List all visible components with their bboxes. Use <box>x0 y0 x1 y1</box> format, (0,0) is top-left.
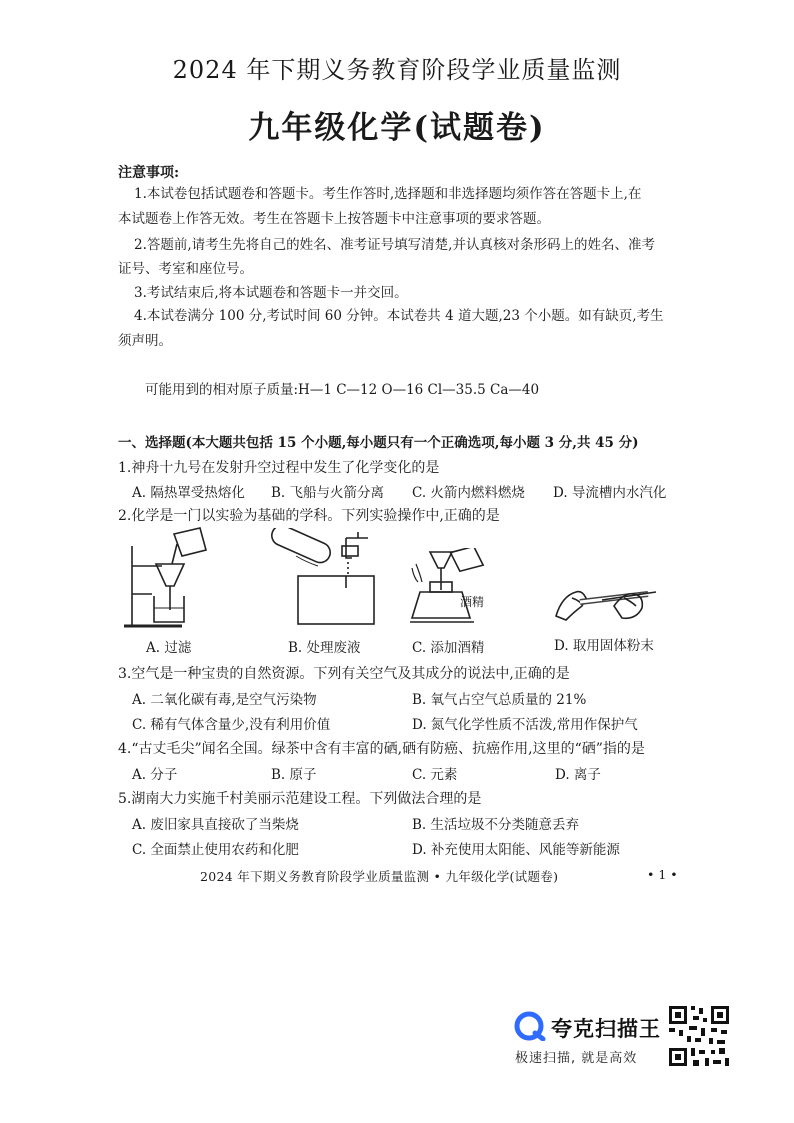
filtration-figure <box>122 526 218 632</box>
exam-title: 2024 年下期义务教育阶段学业质量监测 <box>172 56 622 84</box>
notice-line: 2.答题前,请考生先将自己的姓名、准考证号填写清楚,并认真核对条形码上的姓名、准考 <box>134 237 655 253</box>
page-number: • 1 • <box>647 867 678 882</box>
notice-line: 证号、考室和座位号。 <box>118 261 253 277</box>
notice-line: 3.考试结束后,将本试题卷和答题卡一并交回。 <box>134 285 408 301</box>
question-1-option-c: C. 火箭内燃料燃烧 <box>412 485 525 501</box>
notice-line: 本试题卷上作答无效。考生在答题卡上按答题卡中注意事项的要求答题。 <box>118 211 550 227</box>
question-4-stem: 4.“古丈毛尖”闻名全国。绿茶中含有丰富的硒,硒有防癌、抗癌作用,这里的“硒”指的是 <box>118 741 645 757</box>
question-5-stem: 5.湖南大力实施千村美丽示范建设工程。下列做法合理的是 <box>118 791 482 807</box>
question-3-stem: 3.空气是一种宝贵的自然资源。下列有关空气及其成分的说法中,正确的是 <box>118 666 570 682</box>
question-2-option-c: C. 添加酒精 <box>412 640 485 656</box>
waste-disposal-figure <box>266 528 378 626</box>
question-2-option-a: A. 过滤 <box>146 640 192 656</box>
question-3-option-c: C. 稀有气体含量少,没有利用价值 <box>132 717 331 733</box>
notice-heading: 注意事项: <box>118 165 180 181</box>
question-3-option-d: D. 氮气化学性质不活泼,常用作保护气 <box>412 717 638 733</box>
question-5-option-a: A. 废旧家具直接砍了当柴烧 <box>132 817 299 833</box>
exam-subtitle: 九年级化学(试题卷) <box>248 110 546 146</box>
question-4-option-b: B. 原子 <box>271 767 317 783</box>
solid-powder-figure <box>552 576 660 632</box>
alcohol-lamp-figure <box>400 548 496 628</box>
alcohol-label: 酒精 <box>460 595 485 609</box>
question-4-option-a: A. 分子 <box>132 767 178 783</box>
question-1-option-d: D. 导流槽内水汽化 <box>553 485 667 501</box>
notice-line: 4.本试卷满分 100 分,考试时间 60 分钟。本试卷共 4 道大题,23 个小题。如有缺页,考生 <box>134 308 664 324</box>
atomic-mass-line: 可能用到的相对原子质量:H—1 C—12 O—16 Cl—35.5 Ca—40 <box>145 382 540 398</box>
page-footer: 2024 年下期义务教育阶段学业质量监测 • 九年级化学(试题卷) <box>200 869 559 884</box>
question-2-stem: 2.化学是一门以实验为基础的学科。下列实验操作中,正确的是 <box>118 508 500 524</box>
question-1-stem: 1.神舟十九号在发射升空过程中发生了化学变化的是 <box>118 460 440 476</box>
section-heading: 一、选择题(本大题共包括 15 个小题,每小题只有一个正确选项,每小题 3 分,共 45 分) <box>118 435 639 451</box>
question-1-option-b: B. 飞船与火箭分离 <box>271 485 385 501</box>
quark-logo-icon <box>513 1011 547 1041</box>
question-4-option-d: D. 离子 <box>555 767 601 783</box>
notice-line: 须声明。 <box>118 333 172 349</box>
question-5-option-b: B. 生活垃圾不分类随意丢弃 <box>412 817 580 833</box>
question-2-option-b: B. 处理废液 <box>288 640 361 656</box>
watermark-name: 夸克扫描王 <box>551 1017 661 1041</box>
question-5-option-c: C. 全面禁止使用农药和化肥 <box>132 842 299 858</box>
question-4-option-c: C. 元素 <box>412 767 458 783</box>
question-3-option-b: B. 氧气占空气总质量的 21% <box>412 692 587 708</box>
question-5-option-d: D. 补充使用太阳能、风能等新能源 <box>412 842 620 858</box>
question-3-option-a: A. 二氧化碳有毒,是空气污染物 <box>132 692 317 708</box>
notice-line: 1.本试卷包括试题卷和答题卡。考生作答时,选择题和非选择题均须作答在答题卡上,在 <box>134 186 642 202</box>
qr-code-icon <box>667 1004 731 1068</box>
watermark-slogan: 极速扫描, 就是高效 <box>515 1051 638 1066</box>
question-1-option-a: A. 隔热罩受热熔化 <box>132 485 245 501</box>
question-2-option-d: D. 取用固体粉末 <box>554 638 654 654</box>
